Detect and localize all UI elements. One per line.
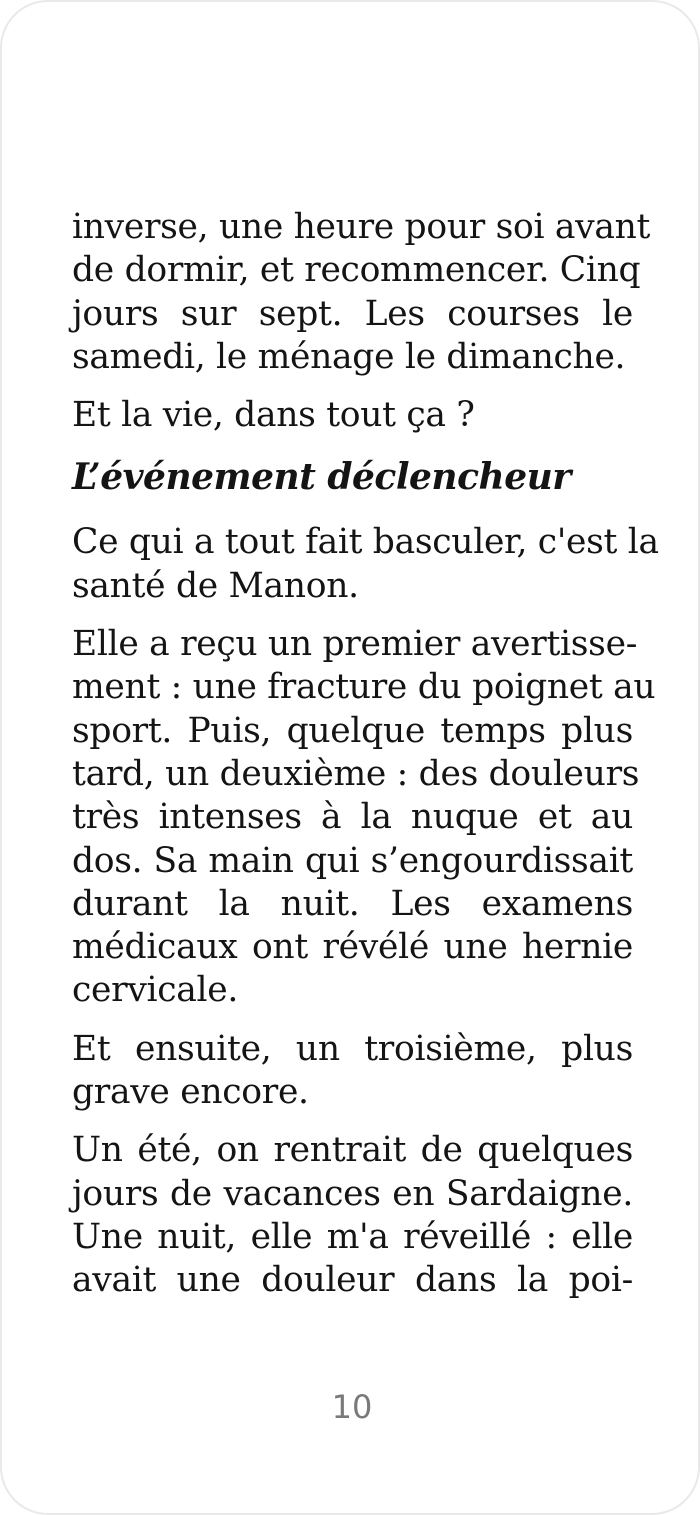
text-line: très intenses à la nuque et au [72,797,633,838]
text-line: santé de Manon. [72,565,359,606]
text-line: cervicale. [72,970,239,1011]
text-line: dos. Sa main qui s’engourdissait [72,840,633,881]
text-line: Une nuit, elle m'a réveillé : elle [72,1216,633,1257]
text-line: médicaux ont révélé une hernie [72,927,633,968]
paragraph-5 [72,1028,633,1115]
paragraph-3 [72,521,659,608]
text-line: durant la nuit. Les examens [72,883,633,924]
text-line: inverse, une heure pour soi avant [72,207,651,247]
text-line: avait une douleur dans la poi- [72,1260,633,1301]
text-line: Un été, on rentrait de quelques [72,1130,633,1171]
text-line: jours sur sept. Les courses le [72,293,633,334]
text-line: ment : une fracture du poignet au [72,667,656,708]
text-line: Et la vie, dans tout ça ? [72,395,475,436]
section-heading: L’événement déclencheur [72,456,571,499]
text-line: tard, un deuxième : des douleurs [72,753,640,794]
text-line: de dormir, et recommencer. Cinq [72,250,641,291]
page-text [72,206,659,1318]
text-line: sport. Puis, quelque temps plus [72,710,633,751]
text-line: samedi, le ménage le dimanche. [72,336,626,377]
paragraph-6 [72,1129,633,1302]
text-line: Elle a reçu un premier avertisse- [72,624,638,665]
paragraph-1 [72,206,651,379]
paragraph-2 [72,394,633,437]
text-line: jours de vacances en Sardaigne. [72,1173,633,1214]
text-line: grave encore. [72,1072,309,1113]
text-line: Ce qui a tout fait basculer, c'est la [72,522,659,563]
page-number: 10 [331,1388,373,1426]
paragraph-4 [72,623,656,1013]
text-line: Et ensuite, un troisième, plus [72,1028,633,1069]
